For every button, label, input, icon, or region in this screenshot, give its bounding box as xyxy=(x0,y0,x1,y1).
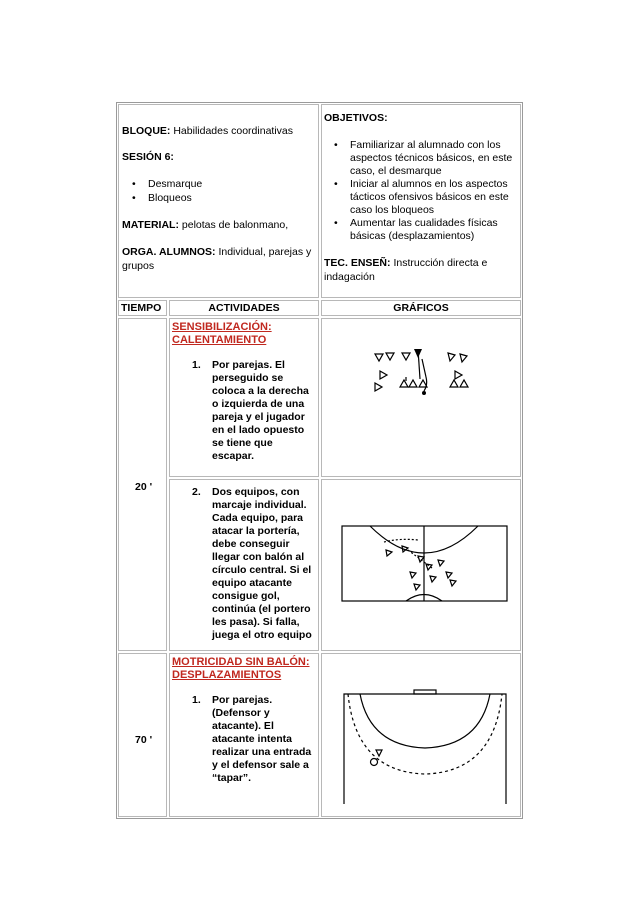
player-icon xyxy=(375,354,383,361)
objetivo-item: • Aumentar las cualidades físicas básicas (desplazamientos) xyxy=(324,217,517,243)
player-icon xyxy=(446,572,452,578)
section-tiempo: 20 ' xyxy=(118,318,167,651)
graphic-cell xyxy=(321,653,521,817)
activity-cell xyxy=(169,653,319,817)
player-icon xyxy=(386,353,394,360)
activity-text: Por parejas. (Defensor y atacante). El atacante intenta realizar una entrada y el defensor sale a “tapar”. xyxy=(212,694,312,784)
activity-item xyxy=(172,486,314,642)
player-icon xyxy=(430,576,436,582)
player-icon xyxy=(418,556,424,562)
player-icon xyxy=(450,380,458,387)
handball-court-diagram xyxy=(322,480,520,650)
activity-number: 1. xyxy=(192,694,201,706)
player-icon xyxy=(450,580,456,586)
player-icon xyxy=(375,383,382,391)
objetivo-item: • Iniciar al alumnos en los aspectos tácticos ofensivos básicos en este caso los bloqueos xyxy=(324,178,517,217)
material-line xyxy=(122,219,315,232)
tec-line xyxy=(324,256,517,284)
activity-item xyxy=(172,359,314,463)
player-icon xyxy=(409,380,417,387)
orga-label: ORGA. ALUMNOS: xyxy=(122,246,216,258)
section-title: SENSIBILIZACIÓN: CALENTAMIENTO xyxy=(172,321,272,346)
orga-value-cont: grupos xyxy=(122,260,155,272)
defender-icon xyxy=(376,750,382,756)
objetivos-label: OBJETIVOS: xyxy=(324,112,388,124)
objetivos-cell xyxy=(321,104,521,298)
section-title: MOTRICIDAD SIN BALÓN: DESPLAZAMIENTOS xyxy=(172,656,310,681)
orga-value: Individual, parejas y xyxy=(218,246,312,258)
objetivos-list xyxy=(324,139,517,243)
objetivo-item: • Familiarizar al alumnado con los aspectos técnicos básicos, en este caso, el desmarque xyxy=(324,139,517,178)
activity-number: 1. xyxy=(192,359,201,371)
sesion-item: • Bloqueos xyxy=(122,191,315,205)
player-icon xyxy=(410,572,416,578)
material-value: pelotas de balonmano, xyxy=(181,219,289,231)
goal-area xyxy=(360,694,490,748)
player-icon xyxy=(380,371,387,379)
graphic-cell xyxy=(321,479,521,651)
player-icon xyxy=(438,560,444,566)
bloque-label: BLOQUE: xyxy=(122,125,171,137)
sesion-item: • Desmarque xyxy=(122,177,315,191)
player-icon xyxy=(426,564,432,570)
material-label: MATERIAL: xyxy=(122,219,179,231)
player-icon xyxy=(386,550,392,556)
lesson-plan-table xyxy=(116,102,523,819)
player-icon xyxy=(460,380,468,387)
player-icon xyxy=(460,354,467,362)
graphic-cell xyxy=(321,318,521,477)
activity-item xyxy=(172,694,314,785)
section-tiempo: 70 ' xyxy=(118,653,167,817)
pursuit-drill-diagram xyxy=(322,319,520,476)
activity-number: 2. xyxy=(192,486,201,498)
bloque-line xyxy=(122,125,315,138)
tec-value: Instrucción directa e indagación xyxy=(324,257,488,283)
player-icon xyxy=(414,584,420,590)
runner-icon xyxy=(414,349,422,358)
activity-text: Por parejas. El perseguido se coloca a la derecha o izquierda de una pareja y el jugador en el lado opuesto se tiene que escapar. xyxy=(212,359,309,462)
attacker-icon xyxy=(371,759,378,766)
activity-text: Dos equipos, con marcaje individual. Cada equipo, para atacar la portería, debe conseguir llegar con balón al círculo central. Si el equipo atacante consigue gol, continúa (el portero les pasa). Si falla, juega el otro equipo xyxy=(212,486,312,641)
goal-area-diagram xyxy=(322,654,520,816)
sesion-label: SESIÓN 6: xyxy=(122,151,174,163)
col-header-actividades: ACTIVIDADES xyxy=(169,300,319,316)
player-icon xyxy=(402,546,408,552)
goal xyxy=(414,690,436,694)
bloque-value: Habilidades coordinativas xyxy=(173,125,293,137)
free-throw-line xyxy=(348,694,502,774)
sesion-list xyxy=(122,177,315,205)
ball-icon xyxy=(422,391,426,395)
player-icon xyxy=(402,353,410,360)
tec-label: TEC. ENSEÑ: xyxy=(324,257,391,269)
player-icon xyxy=(455,371,462,379)
player-icon xyxy=(448,353,455,361)
orga-line xyxy=(122,245,315,273)
col-header-graficos: GRÁFICOS xyxy=(321,300,521,316)
header-info-cell xyxy=(118,104,319,298)
activity-cell xyxy=(169,318,319,477)
activity-cell xyxy=(169,479,319,651)
player-icon xyxy=(400,380,408,387)
col-header-tiempo: TIEMPO xyxy=(118,300,167,316)
